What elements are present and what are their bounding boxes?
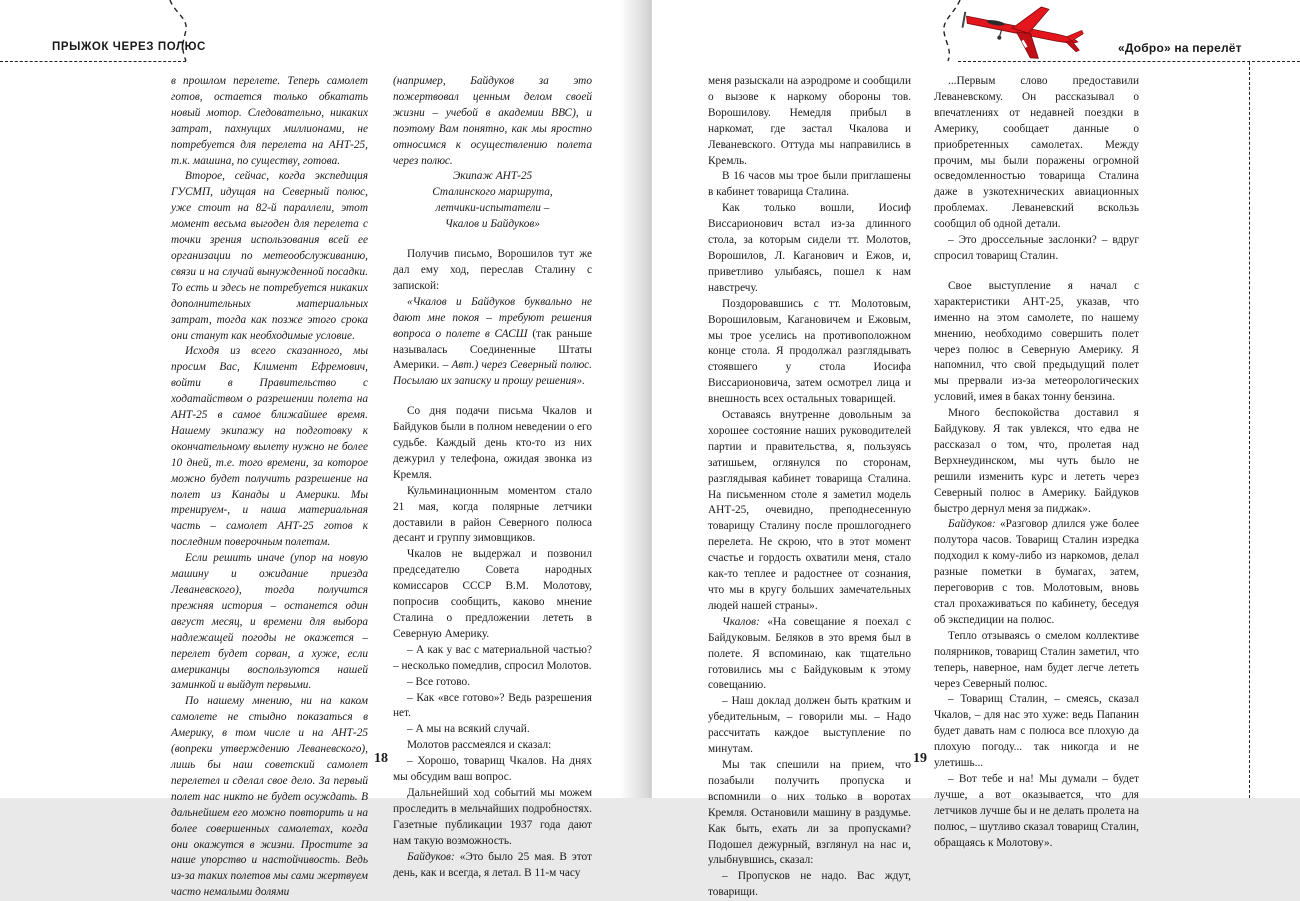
paragraph: – Наш доклад должен быть кратким и убедительным, – говорили мы. – Надо рассчитать каждое выступление по минутам. xyxy=(708,695,911,756)
paragraph: Мы так спешили на прием, что позабыли получить пропуска и вспомнили о них только в воротах Кремля. Остановили машину в раздумье. Как быть, ехать ли за пропусками? Подошел дежурный, взглянул на нас и, улыбнувшись, сказал: xyxy=(708,758,911,867)
paragraph: Молотов рассмеялся и сказал: xyxy=(407,739,552,752)
text-column-1 xyxy=(171,74,368,901)
text-run: «Чкалов и Байдуков буквально не дают мне покоя – требуют решения вопроса о полете в САСШ xyxy=(393,295,592,340)
text-run: (так раньше называлась Соединенные Штаты Америки. – xyxy=(393,327,592,372)
text-run: Байдуков: xyxy=(407,850,460,863)
paragraph xyxy=(393,295,592,390)
paragraph: Свое выступление я начал с характеристики АНТ-25, указав, что именно на этом самолете, по нашему мнению, необходимо совершить полет через полюс в Северную Америку. Я напомнил, что свой предыдущий полет мы прервали из-за метеорологических условий, имея в баках тонну бензина. xyxy=(934,279,1139,404)
text-column-2 xyxy=(934,74,1139,852)
text-run: Авт.) через Северный полюс. Посылаю их записку и прошу решения». xyxy=(393,359,592,388)
paragraph: Исходя из всего сказанного, мы просим Вас, Климент Ефремович, войти в Правительство с ходатайством о разрешении полета на АНТ-25 в самое ближайшее время. Нашему экипажу на подготовку к окончательному вылету нужно не более 10 дней, т.е. того времени, за которое можно будет получить разрешение на полет из Канады и Америки. Мы тренируем-, и наша материальная часть – самолет АНТ-25 готов к последним поверочным полетам. xyxy=(171,345,368,549)
paragraph: – Товарищ Сталин, – смеясь, сказал Чкалов, – для нас это хуже: ведь Папанин будет давать нам с полюса все плохую да плохую погоду... так никогда и не улетишь... xyxy=(934,693,1139,770)
paragraph-gap xyxy=(393,233,592,247)
page-number: 19 xyxy=(913,751,927,766)
paragraph: – Все готово. xyxy=(407,675,471,688)
paragraph: Дальнейший ход событий мы можем проследить в мельчайших подробностях. Газетные публикации 1937 года дают нам такую возможность. xyxy=(393,786,592,847)
paragraph xyxy=(708,615,911,695)
paragraph: Как только вошли, Иосиф Виссарионович встал из-за длинного стола, за которым сидели тт. Молотов, Ворошилов, Л. Каганович и Ежов, и, приветливо улыбаясь, пошел к нам навстречу. xyxy=(708,202,911,294)
left-page xyxy=(0,0,648,899)
paragraph: Много беспокойства доставил я Байдукову. Я так увлекся, что едва не рассказал о том, что, пролетая над Верхнеудинском, мы чуть было не решили изменить курс и лететь через Северный полюс в Америку. Байдуков быстро дернул меня за пиджак». xyxy=(934,407,1139,515)
text-column-2 xyxy=(393,74,592,881)
left-corner-dash xyxy=(160,0,200,64)
paragraph-gap xyxy=(934,265,1139,279)
running-head: «Добро» на перелёт xyxy=(1118,41,1242,55)
paragraph: – А мы на всякий случай. xyxy=(407,723,530,736)
paragraph: ...Первым слово предоставили Леваневскому. Он рассказывал о впечатлениях от недавней поездки в Америку, сообщает данные о приобретенных самолетах. Между прочим, мы были поражены огромной осведомленностью товарища Сталина даже в узкотехнических авиационных проблемах. Леваневский вскользь сообщил об одной детали. xyxy=(934,75,1139,231)
paragraph: Если решить иначе (упор на новую машину и ожидание приезда Леваневского), тогда получится прежняя история – останется один август месяц, и времени для выбора надлежащей погоды не окажется – перелет будет сорван, а хуже, если американцы воспользуются нашей заминкой и выйдут первыми. xyxy=(171,552,368,692)
text-run: «Разговор длился уже более полутора часов. Товарищ Сталин изредка подходил к кому-либо из наркомов, делал разные пометки в бумагах, затем, переговорив с тов. Молотовым, вновь стал прохаживаться по кабинету, беседуя об экспедиции на полюс. xyxy=(934,518,1139,626)
letter-signature-line: Сталинского маршрута, xyxy=(432,186,553,199)
paragraph: Поздоровавшись с тт. Молотовым, Ворошиловым, Кагановичем и Ежовым, мы трое уселись на противоположном конце стола. Я продолжал разглядывать стоявшего у стола Иосифа Виссарионовича, затем осмотрел лица и внешность всех остальных товарищей. xyxy=(708,297,911,406)
paragraph: Получив письмо, Ворошилов тут же дал ему ход, переслав Сталину с запиской: xyxy=(393,248,592,292)
text-run: Байдуков: xyxy=(948,518,1000,531)
paragraph: – Это дроссельные заслонки? – вдруг спросил товарищ Сталин. xyxy=(934,234,1139,262)
text-run: «Это было 25 мая. В этот день, как и всегда, я летал. В 11-м часу xyxy=(393,850,592,879)
paragraph: В 16 часов мы трое были приглашены в кабинет товарища Сталина. xyxy=(708,170,911,199)
letter-signature-line: Чкалов и Байдуков» xyxy=(445,218,540,231)
page-number: 18 xyxy=(374,751,388,766)
paragraph-gap xyxy=(393,390,592,404)
paragraph: Кульминационным моментом стало 21 мая, когда полярные летчики доставили в район Северного полюса десант и группу зимовщиков. xyxy=(393,484,592,545)
paragraph: Со дня подачи письма Чкалов и Байдуков были в полном неведении о его судьбе. Каждый день кто-то из них дежурил у телефона, ожидая звонка из Кремля. xyxy=(393,405,592,481)
letter-signature-line: летчики-испытатели – xyxy=(435,202,550,215)
paragraph: По нашему мнению, ни на каком самолете не стыдно показаться в Америку, в том числе и на АНТ-25 (вопреки утверждению Леваневского), лишь бы наш советский самолет перелетел и сделал свое дело. За первый полет нас никто не будет осуждать. В дальнейшем его можно повторить и на более совершенных самолетах, когда они окажутся в жизни. Простите за наше упорство и настойчивость. Ведь из-за таких полетов мы сами жертвуем часто немалыми долями xyxy=(171,695,368,899)
paragraph: Тепло отзываясь о смелом коллективе полярников, товарищ Сталин заметил, что теперь, наверное, нам будет легче лететь через Северный полюс. xyxy=(934,629,1139,690)
paragraph: меня разыскали на аэродроме и сообщили о вызове к наркому обороны тов. Ворошилову. Немедля прибыл в наркомат, где застал Чкалова и Леваневского. Оттуда мы направились в Кремль. xyxy=(708,75,911,167)
paragraph: – А как у вас с материальной частью? – несколько помедлив, спросил Молотов. xyxy=(393,643,592,672)
paragraph xyxy=(934,517,1139,628)
right-page xyxy=(652,0,1300,899)
text-column-1 xyxy=(708,74,911,901)
text-run: Чкалов: xyxy=(722,615,768,628)
left-header-dash xyxy=(0,61,186,62)
paragraph: – Хорошо, товарищ Чкалов. На днях мы обсудим ваш вопрос. xyxy=(393,755,592,784)
paragraph: Второе, сейчас, когда экспедиция ГУСМП, идущая на Северный полюс, уже стоит на 82-й параллели, этот момент весьма выгоден для перелета с точки зрения использования всей ее организации по метеообслуживанию, связи и на случай вынужденной посадки. То есть и здесь не потребуется никаких дополнительных материальных затрат, тогда как позже этого срока они станут как необходимые условие. xyxy=(171,170,368,342)
red-airplane-icon xyxy=(957,2,1087,58)
right-edge-dash xyxy=(1249,62,1250,798)
paragraph: Чкалов не выдержал и позвонил председателю Совета народных комиссаров СССР В.М. Молотову, попросив сообщить, каково мнение Сталина о предложении лететь в Северную Америку. xyxy=(393,548,592,640)
paragraph: в прошлом перелете. Теперь самолет готов, остается только обкатать новый мотор. Следовательно, никаких затрат, пахнущих миллионами, не потребуется для перелета на АНТ-25, т.к. машина, по существу, готова. xyxy=(171,75,368,167)
paragraph: (например, Байдуков за это пожертвовал ценным делом своей жизни – учебой в академии ВВС), и поэтому Вам понятно, как мы яростно относимся к осуществлению полета через полюс. xyxy=(393,75,592,167)
paragraph: Оставаясь внутренне довольным за хорошее состояние наших руководителей партии и правительства, я, пользуясь затишьем, оглянулся по сторонам, разглядывая кабинет товарища Сталина. На письменном столе я заметил модель АНТ-25, очевидно, преподнесенную товарищу Сталину после прошлогоднего перелета. Не скрою, что в этот момент счастье и гордость охватили меня, стало как-то теплее и радостнее от сознания, что мы в кругу больших замечательных людей нашей страны». xyxy=(708,409,911,612)
running-head: ПРЫЖОК ЧЕРЕЗ ПОЛЮС xyxy=(52,41,206,53)
paragraph: – Пропусков не надо. Вас ждут, товарищи. xyxy=(708,870,911,899)
paragraph xyxy=(393,850,592,882)
text-run: «На совещание я поехал с Байдуковым. Беляков в это время был в полете. Я вспоминаю, как тщательно готовились мы с Байдуковым к этому совещанию. xyxy=(708,615,912,692)
paragraph: – Как «все готово»? Ведь разрешения нет. xyxy=(393,691,592,720)
paragraph: – Вот тебе и на! Мы думали – будет лучше, а вот оказывается, что для летчиков лучше бы и не делать пролета на полюс, – шутливо сказал товарищ Сталин, обращаясь к Молотову». xyxy=(934,772,1139,849)
letter-signature-line: Экипаж АНТ-25 xyxy=(452,170,533,183)
